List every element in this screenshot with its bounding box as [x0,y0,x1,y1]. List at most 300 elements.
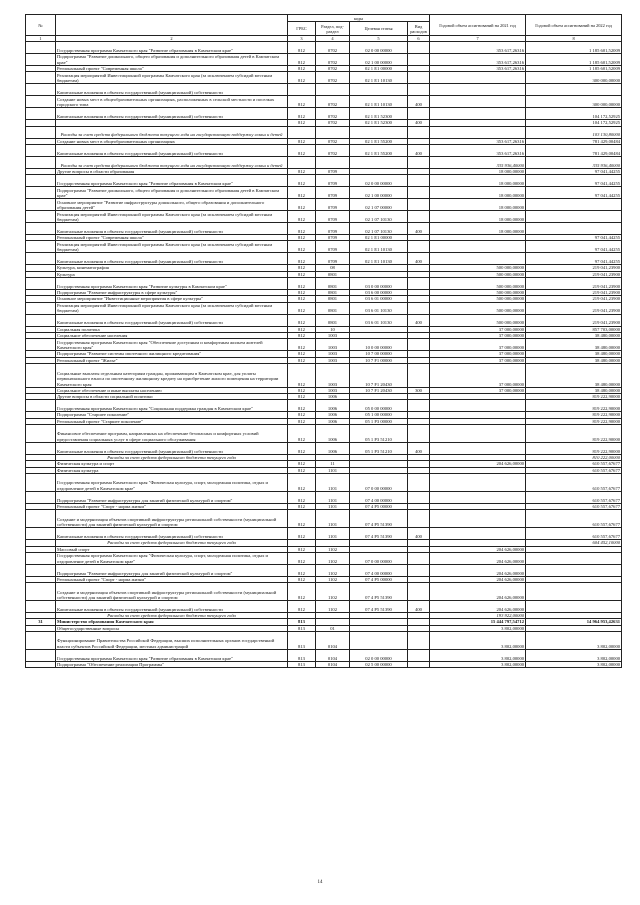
table-row [26,302,622,314]
budget-table-page [25,14,621,668]
row-name: Капитальные вложения в объекты государственной (муниципальной) собственности [56,108,288,120]
row-amount-2022: 819 222,90000 [526,425,622,443]
row-amount-2022: 38 480,00000 [526,363,622,387]
table-row [26,491,622,503]
row-grbs: 812 [288,583,316,601]
row-razdel: 1101 [316,473,350,491]
row-grbs: 812 [288,265,316,271]
row-razdel: 0702 [316,108,350,120]
row-razdel: 1102 [316,552,350,564]
row-amount-2022: 3 802,00000 [526,662,622,668]
row-number [26,662,56,668]
row-grbs: 812 [288,211,316,223]
row-razdel: 0702 [316,144,350,156]
row-grbs: 812 [288,144,316,156]
row-amount-2021 [430,241,526,253]
row-name: Создание и модернизация объектов спортивной инфраструктуры региональной собственности (муниципальной собственности) для занятий физической культурой и спортом [56,510,288,528]
row-razdel: 1003 [316,332,350,338]
row-razdel: 1006 [316,412,350,418]
row-target-article: 10 7 F1 20430 [350,363,408,387]
row-amount-2022: 38 480,00000 [526,387,622,393]
row-grbs: 812 [288,241,316,253]
row-expense-type [408,175,430,187]
row-target-article: 07 4 00 00000 [350,491,408,503]
row-number [26,491,56,503]
row-amount-2021: 3 802,00000 [430,650,526,662]
row-expense-type [408,42,430,54]
row-amount-2022: 97 041,44255 [526,241,622,253]
row-razdel: 0801 [316,302,350,314]
row-razdel: 01 [316,625,350,631]
row-amount-2022: 610 557,67677 [526,467,622,473]
row-razdel: 1101 [316,491,350,503]
row-name: Региональный проект "Современная школа" [56,235,288,241]
row-razdel: 1003 [316,387,350,393]
row-razdel: 0702 [316,66,350,72]
row-amount-2021: 353 617,26316 [430,66,526,72]
row-name: Подпрограмма "Обеспечение реализации Программы" [56,662,288,668]
row-number [26,425,56,443]
index-cell: 7 [430,36,526,42]
row-amount-2022: 300 000,00000 [526,72,622,84]
row-name: Социальное обеспечение и иные выплаты населению [56,387,288,393]
table-row [26,632,622,650]
row-number [26,564,56,576]
row-grbs: 812 [288,253,316,265]
row-name: Государственная программа Камчатского края "Развитие образования в Камчатском крае" [56,650,288,662]
row-amount-2021 [430,528,526,540]
row-amount-2022: 97 041,44255 [526,187,622,199]
row-amount-2021 [430,443,526,455]
row-amount-2022: 819 222,90000 [526,443,622,455]
row-expense-type [408,632,430,650]
row-number [26,278,56,290]
row-grbs: 812 [288,302,316,314]
row-amount-2022: 781 429,00484 [526,144,622,156]
row-amount-2021: 37 000,00000 [430,363,526,387]
row-name: Расходы за счет средств федерального бюджета текущего года [56,455,288,461]
row-name: Государственная программа Камчатского края "Физическая культура, спорт, молодежная политика, отдых и оздоровление детей в Камчатском крае" [56,473,288,491]
table-row [26,583,622,601]
row-amount-2022: 819 222,90000 [526,400,622,412]
row-number [26,400,56,412]
row-amount-2021: 500 000,00000 [430,296,526,302]
row-expense-type [408,302,430,314]
row-expense-type: 400 [408,120,430,126]
row-razdel: 1003 [316,363,350,387]
row-expense-type [408,510,430,528]
table-row [26,199,622,211]
row-number [26,650,56,662]
row-expense-type [408,650,430,662]
table-row [26,443,622,455]
row-amount-2022 [526,583,622,601]
row-name: Министерство образования Камчатского края [56,619,288,625]
table-row [26,84,622,96]
row-expense-type: 300 [408,387,430,393]
table-row [26,339,622,351]
row-amount-2021 [430,425,526,443]
row-amount-2021: 500 000,00000 [430,290,526,296]
row-number [26,175,56,187]
row-amount-2021: 204 626,00000 [430,461,526,467]
row-name: Культура, кинематография [56,265,288,271]
row-target-article: 02 1 E1 00000 [350,235,408,241]
row-razdel: 0104 [316,650,350,662]
row-razdel: 0801 [316,314,350,326]
row-grbs: 813 [288,650,316,662]
row-name: Основное мероприятие "Инвестиционные мероприятия в сфере культуры" [56,296,288,302]
index-cell: 2 [56,36,288,42]
row-amount-2021: 204 626,00000 [430,576,526,582]
header-codes-group: коды [288,15,430,22]
row-amount-2022: 38 480,00000 [526,351,622,357]
row-target-article: 05 1 P3 00000 [350,418,408,424]
row-amount-2022: 14 964 953,42631 [526,619,622,625]
row-amount-2022: 104 172,52925 [526,108,622,120]
row-amount-2022: 38 480,00000 [526,357,622,363]
header-grbs: ГРБС [288,22,316,36]
row-amount-2022: 1 185 601,52009 [526,42,622,54]
row-amount-2021 [430,96,526,108]
row-razdel: 0104 [316,662,350,668]
row-razdel: 0709 [316,241,350,253]
row-expense-type [408,363,430,387]
row-number [26,211,56,223]
row-grbs: 812 [288,332,316,338]
row-amount-2022 [526,84,622,96]
row-amount-2021: 500 000,00000 [430,265,526,271]
row-amount-2021: 204 626,00000 [430,564,526,576]
row-razdel: 1102 [316,583,350,601]
row-amount-2022: 1 185 601,52009 [526,54,622,66]
row-name: Государственная программа Камчатского края "Развитие культуры в Камчатском крае" [56,278,288,290]
row-name: Создание новых мест в общеобразовательных организациях, расположенных в сельской местности и поселках городского типа [56,96,288,108]
row-number [26,552,56,564]
row-number [26,314,56,326]
table-row [26,662,622,668]
row-amount-2022: 97 041,44255 [526,175,622,187]
index-cell: 4 [316,36,350,42]
row-name: Государственная программа Камчатского края "Развитие образования в Камчатском крае" [56,175,288,187]
row-amount-2022 [526,223,622,235]
row-grbs: 812 [288,394,316,400]
row-grbs: 812 [288,175,316,187]
row-amount-2021: 353 617,26316 [430,42,526,54]
row-amount-2021: 18 000,00000 [430,175,526,187]
row-name: Подпрограмма "Развитие дошкольного, общего образования и дополнительного образования детей в Камчатском крае" [56,187,288,199]
row-target-article: 10 7 F1 00000 [350,357,408,363]
row-amount-2022: 810 222,00000 [526,455,622,461]
row-amount-2021: 3 802,00000 [430,662,526,668]
row-amount-2022: 219 041,23900 [526,314,622,326]
row-amount-2021: 37 000,00000 [430,387,526,393]
row-amount-2021: 204 626,00000 [430,546,526,552]
table-row [26,241,622,253]
row-number [26,223,56,235]
row-grbs: 812 [288,138,316,144]
header-target-article: Целевая статья [350,22,408,36]
row-target-article: 02 5 00 00000 [350,662,408,668]
row-razdel: 0702 [316,96,350,108]
row-grbs: 812 [288,564,316,576]
row-number [26,363,56,387]
row-name: Реализация мероприятий Инвестиционной программы Камчатского края (за исключением субсидий местным бюджетам) [56,211,288,223]
row-number [26,241,56,253]
row-number [26,601,56,613]
row-grbs: 812 [288,168,316,174]
row-target-article: 07 4 P5 51390 [350,601,408,613]
row-number [26,528,56,540]
table-row [26,425,622,443]
row-expense-type [408,552,430,564]
row-target-article: 07 4 P5 00000 [350,576,408,582]
row-name: Физическая культура и спорт [56,461,288,467]
row-grbs: 813 [288,625,316,631]
row-name: Финансовое обеспечение программ, направленных на обеспечение безопасных и комфортных условий предоставления социальных услуг в сфере социального обслуживания [56,425,288,443]
row-target-article: 03 6 01 10130 [350,314,408,326]
row-name: Государственная программа Камчатского края "Развитие образования в Камчатском крае" [56,42,288,54]
row-amount-2022 [526,211,622,223]
table-row [26,211,622,223]
row-razdel: 1003 [316,357,350,363]
row-amount-2021: 15 444 797,54712 [430,619,526,625]
row-grbs: 812 [288,412,316,418]
row-grbs: 812 [288,187,316,199]
row-grbs: 812 [288,199,316,211]
row-name: Подпрограмма "Развитие инфраструктуры для занятий физической культурой и спортом" [56,491,288,503]
header-razdel: Раздел, под-раздел [316,22,350,36]
row-razdel: 0801 [316,296,350,302]
row-amount-2022: 38 480,00000 [526,339,622,351]
row-razdel [316,156,350,168]
row-amount-2022: 604 452,10000 [526,540,622,546]
table-row [26,314,622,326]
row-razdel: 0709 [316,235,350,241]
row-target-article: 02 0 00 00000 [350,650,408,662]
row-amount-2022: 610 557,67677 [526,491,622,503]
row-amount-2021: 500 000,00000 [430,302,526,314]
row-name: Региональный проект "Старшее поколение" [56,418,288,424]
row-name: Государственная программа Камчатского края "Обеспечение доступным и комфортным жильем жителей Камчатского края" [56,339,288,351]
row-amount-2021 [430,126,526,138]
row-name: Региональный проект "Современная школа" [56,66,288,72]
row-number [26,339,56,351]
row-expense-type [408,187,430,199]
row-amount-2022: 857 703,00000 [526,326,622,332]
table-row [26,363,622,387]
row-name: Подпрограмма "Старшее поколение" [56,412,288,418]
row-name: Создание и модернизация объектов спортивной инфраструктуры региональной собственности (муниципальной собственности) для занятий физической культурой и спортом [56,583,288,601]
row-amount-2021: 500 000,00000 [430,278,526,290]
row-grbs [288,156,316,168]
row-name: Подпрограмма "Развитие системы ипотечного жилищного кредитования" [56,351,288,357]
row-target-article: 05 0 00 00000 [350,400,408,412]
row-grbs: 812 [288,72,316,84]
row-number [26,108,56,120]
row-name: Капитальные вложения в объекты государственной (муниципальной) собственности [56,314,288,326]
row-expense-type [408,400,430,412]
row-target-article: 07 4 P5 51390 [350,528,408,540]
row-name: Расходы за счет средств федерального бюджета текущего года на государственную поддержку семьи и детей [56,156,288,168]
row-razdel: 0702 [316,42,350,54]
row-amount-2022: 97 041,44255 [526,253,622,265]
row-grbs: 812 [288,546,316,552]
row-name: Государственная программа Камчатского края "Физическая культура, спорт, молодежная политика, отдых и оздоровление детей в Камчатском крае" [56,552,288,564]
row-grbs: 813 [288,632,316,650]
row-amount-2022: 610 557,67677 [526,473,622,491]
row-grbs: 812 [288,443,316,455]
row-grbs: 812 [288,96,316,108]
table-row [26,528,622,540]
row-amount-2021: 204 626,00000 [430,601,526,613]
row-grbs: 812 [288,339,316,351]
row-razdel: 0801 [316,290,350,296]
row-target-article [350,84,408,96]
row-expense-type: 400 [408,314,430,326]
row-name: Капитальные вложения в объекты государственной (муниципальной) собственности [56,223,288,235]
table-row [26,187,622,199]
row-amount-2021 [430,108,526,120]
row-name: Капитальные вложения в объекты государственной (муниципальной) собственности [56,443,288,455]
row-grbs: 812 [288,66,316,72]
row-razdel: 1003 [316,339,350,351]
table-row [26,400,622,412]
row-name: Другие вопросы в области образования [56,168,288,174]
row-amount-2022: 97 041,44255 [526,235,622,241]
row-amount-2022: 1 185 601,52009 [526,66,622,72]
row-target-article: 10 0 00 00000 [350,339,408,351]
table-row [26,72,622,84]
row-expense-type [408,199,430,211]
row-amount-2021: 335 936,40000 [430,156,526,168]
row-number [26,72,56,84]
row-name: Государственная программа Камчатского края "Социальная поддержка граждан в Камчатском крае" [56,400,288,412]
row-amount-2022: 819 222,90000 [526,418,622,424]
row-razdel: 0702 [316,120,350,126]
row-grbs [288,84,316,96]
table-row [26,96,622,108]
table-row [26,601,622,613]
row-number [26,156,56,168]
row-expense-type [408,54,430,66]
row-target-article: 02 1 E1 52300 [350,108,408,120]
row-amount-2022: 819 222,90000 [526,412,622,418]
row-name: Капитальные вложения в объекты государственной (муниципальной) собственности [56,601,288,613]
row-target-article: 02 1 E1 52300 [350,120,408,126]
row-amount-2021: 204 626,00000 [430,583,526,601]
row-name: Подпрограмма "Развитие дошкольного, общего образования и дополнительного образования детей в Камчатском крае" [56,54,288,66]
row-amount-2021 [430,253,526,265]
row-amount-2022 [526,601,622,613]
row-amount-2022: 300 000,00000 [526,96,622,108]
row-target-article: 02 1 07 00000 [350,199,408,211]
index-cell: 8 [526,36,622,42]
row-razdel: 0709 [316,168,350,174]
row-amount-2022: 610 557,67677 [526,461,622,467]
row-name: Капитальные вложения в объекты государственной (муниципальной) собственности [56,528,288,540]
row-razdel: 0801 [316,278,350,290]
row-target-article: 02 1 00 00000 [350,187,408,199]
row-grbs: 812 [288,491,316,503]
row-expense-type [408,491,430,503]
row-amount-2021: 500 000,00000 [430,314,526,326]
row-razdel: 1102 [316,576,350,582]
row-expense-type [408,211,430,223]
table-row [26,54,622,66]
row-target-article [350,632,408,650]
row-name: Капитальные вложения в объекты государственной (муниципальной) собственности [56,84,288,96]
row-name: Реализация мероприятий Инвестиционной программы Камчатского края (за исключением субсидий местным бюджетам) [56,72,288,84]
row-grbs: 812 [288,528,316,540]
row-number [26,54,56,66]
row-name: Социальная политика [56,326,288,332]
row-razdel: 1101 [316,467,350,473]
row-grbs: 812 [288,400,316,412]
row-number [26,126,56,138]
row-razdel: 1003 [316,351,350,357]
row-razdel: 08 [316,265,350,271]
row-amount-2022 [526,199,622,211]
row-number [26,84,56,96]
row-amount-2022: 219 041,23900 [526,296,622,302]
row-razdel: 0702 [316,138,350,144]
row-name: Создание новых мест в общеобразовательных организациях [56,138,288,144]
table-row [26,42,622,54]
row-target-article: 10 7 00 00000 [350,351,408,357]
row-target-article: 02 1 E1 10130 [350,253,408,265]
row-amount-2022: 38 480,00000 [526,332,622,338]
header-num: № [26,15,56,36]
row-target-article: 02 1 E1 10130 [350,241,408,253]
row-target-article: 07 0 00 00000 [350,552,408,564]
row-target-article: 05 1 00 00000 [350,412,408,418]
row-target-article: 05 1 P3 51210 [350,443,408,455]
row-amount-2022: 103 130,80000 [526,126,622,138]
row-grbs: 812 [288,418,316,424]
row-target-article [350,126,408,138]
row-razdel: 1006 [316,394,350,400]
row-amount-2021: 37 000,00000 [430,357,526,363]
budget-table [25,14,622,668]
row-razdel: 0709 [316,199,350,211]
row-target-article: 02 1 E1 10130 [350,96,408,108]
row-amount-2021: 18 000,00000 [430,168,526,174]
row-razdel: 0801 [316,271,350,277]
row-razdel: 1101 [316,503,350,509]
row-expense-type: 400 [408,223,430,235]
row-amount-2022: 219 041,23900 [526,278,622,290]
row-razdel: 0709 [316,211,350,223]
row-amount-2021: 37 000,00000 [430,351,526,357]
row-target-article: 10 7 F1 20430 [350,387,408,393]
index-cell: 6 [408,36,430,42]
row-number [26,199,56,211]
row-razdel: 10 [316,326,350,332]
row-name: Социальное обеспечение населения [56,332,288,338]
row-number [26,42,56,54]
row-expense-type [408,473,430,491]
row-grbs: 812 [288,223,316,235]
table-row [26,175,622,187]
row-amount-2021: 18 000,00000 [430,199,526,211]
row-grbs: 812 [288,601,316,613]
row-grbs: 812 [288,357,316,363]
row-amount-2021: 37 000,00000 [430,326,526,332]
row-grbs: 812 [288,108,316,120]
table-row [26,564,622,576]
row-razdel: 1006 [316,425,350,443]
